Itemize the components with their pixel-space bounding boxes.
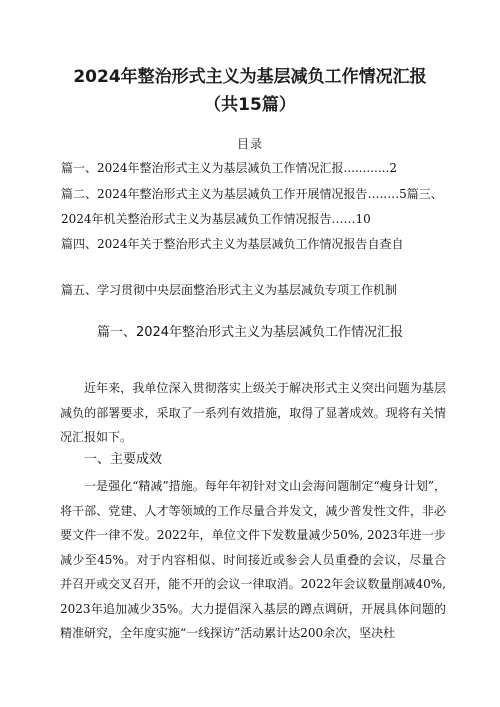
toc-heading: 目录 xyxy=(236,137,263,151)
toc-entry: 篇一、2024年整治形式主义为基层减负工作情况汇报............2 xyxy=(61,161,397,175)
section-heading: 一、主要成效 xyxy=(84,452,163,467)
toc-entry: 篇四、2024年关于整治形式主义为基层减负工作情况报告自查自 xyxy=(61,237,404,251)
section-title: 篇一、2024年整治形式主义为基层减负工作情况汇报 xyxy=(96,325,404,340)
toc-entry: 篇二、2024年整治形式主义为基层减负工作开展情况报告…..…5篇三、 xyxy=(61,187,443,201)
body-paragraph: 一是强化“精减”措施。每年年初针对文山会海问题制定“瘦身计划”，将干部、党建、人才等领域的工作尽量合并发文，减少普发性文件，非必要文件一律不发。2022年，单位文件下发数量减少50%, 2023年进一步减少至45%。对于内容相似、时间接近或参会人员重叠的会议，尽量合并召开或交叉召开，能不开的会议一律取消。2022年会议数量削减40%, 2023年追加减少35%。大力提倡深入基层的蹲点调研，开展具体问题的精准研究，全年度实施“一线探访”活动累计达200余次，坚决杜 xyxy=(60,479,446,640)
toc-entry: 2024年机关整治形式主义为基层减负工作情况报告……10 xyxy=(61,212,371,226)
document-subtitle-count: （共15篇） xyxy=(204,95,296,115)
toc-entry: 篇五、学习贯彻中央层面整治形式主义为基层减负专项工作机制 xyxy=(61,283,398,297)
document-title: 2024年整治形式主义为基层减负工作情况汇报 xyxy=(73,67,427,87)
intro-paragraph: 近年来，我单位深入贯彻落实上级关于解决形式主义突出问题为基层减负的部署要求，采取了一系列有效措施，取得了显著成效。现将有关情况汇报如下。 xyxy=(60,381,446,444)
